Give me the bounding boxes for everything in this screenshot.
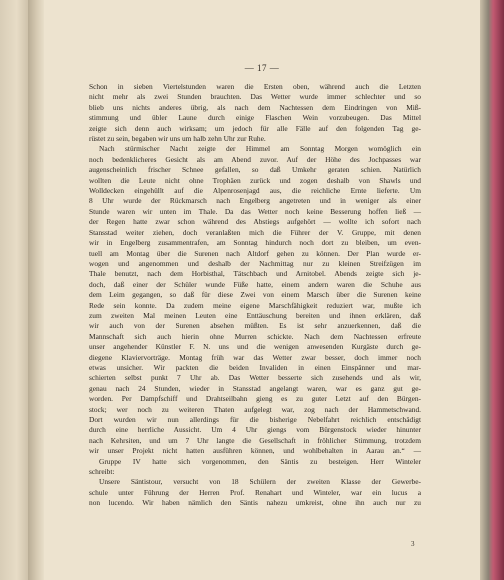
text-line: dem Leim gegangen, so daß für diese Zwei von einem Marsch über die Surenen keine bbox=[89, 290, 421, 300]
text-line: zum zweiten Mal meinen Leuten eine Enttäuschung bereiten und ihnen erklären, daß bbox=[89, 310, 421, 320]
text-line: worden. Per Dampfschiff und Drahtseilbahn gieng es zu guter Letzt auf den Bürgen- bbox=[89, 394, 421, 404]
text-line: wir auch von der Surenen absehen müßten. Es ist sehr anzuerkennen, daß die bbox=[89, 321, 421, 331]
text-line: Unsere Säntistour, versucht von 18 Schülern der zweiten Klasse der Gewerbe- bbox=[99, 477, 421, 487]
body-text bbox=[89, 82, 421, 509]
text-line: Gruppe IV hatte sich vorgenommen, den Säntis zu besteigen. Herr Winteler bbox=[99, 456, 421, 466]
text-line: diegene Klaviervorträge. Montag früh war das Wetter zwar besser, doch immer noch bbox=[89, 352, 421, 362]
text-line: nicht mehr als zwei Stunden brauchten. Das Wetter wurde immer schlechter und so bbox=[89, 92, 421, 102]
text-line: Schon in sieben Viertelstunden waren die Ersten oben, während auch die Letzten bbox=[89, 82, 421, 91]
text-line: Mannschaft sich auch hierin ohne Murren schickte. Nach dem Nachtessen erfreute bbox=[89, 331, 421, 341]
text-line: stock; wer noch zu weiteren Thaten aufgelegt war, zog nach der Hammetschwand. bbox=[89, 404, 421, 414]
text-line: Nach stürmischer Nacht zeigte der Himmel am Sonntag Morgen womöglich ein bbox=[99, 144, 421, 154]
text-line: Rede sein konnte. Da zudem meine eigene Marschfähigkeit reduziert war, mußte ich bbox=[89, 300, 421, 310]
text-line: durch eine herrliche Aussicht. Um 4 Uhr giengs vom Bürgenstock wieder hinunter bbox=[89, 425, 421, 435]
text-line: schule unter Führung der Herren Prof. Renahart und Winteler, war ein lucus a bbox=[89, 487, 421, 497]
text-line: wir in Engelberg zusammentrafen, am Sonntag hindurch noch dort zu bleiben, um even- bbox=[89, 238, 421, 248]
text-line: unser angehender Künstler F. N. uns und die wenigen anwesenden Kurgäste durch ge- bbox=[89, 342, 421, 352]
text-line: Stansstad weiter ziehen, doch veranlaßten mich die Führer der V. Gruppe, mit denen bbox=[89, 227, 421, 237]
text-line: Wolldecken eingehüllt auf die Alpenrosenjagd aus, die reichliche Ernte lieferte. Um bbox=[89, 186, 421, 196]
text-line: stimmung und übler Laune durch einige Flaschen Wein vorzubeugen. Das Mittel bbox=[89, 113, 421, 123]
text-line: wir unser Projekt nicht hatten ausführen können, und wohlbehalten in Aarau an.“ — bbox=[89, 446, 421, 456]
text-line: 8 Uhr wurde der Rückmarsch nach Engelberg angetreten und in weniger als einer bbox=[89, 196, 421, 206]
text-line: doch, daß einer der Schüler wunde Füße hatte, einem andern waren die Schuhe aus bbox=[89, 279, 421, 289]
page-number: — 17 — bbox=[244, 63, 280, 73]
text-line: blieb uns nichts anderes übrig, als nach dem Nachtessen dem Eindringen von Miß- bbox=[89, 102, 421, 112]
text-line: schierten selbst punkt 7 Uhr ab. Das Wetter besserte sich zusehends und als wir, bbox=[89, 373, 421, 383]
text-line: nach Kehrsiten, und um 7 Uhr langte die Gesellschaft in fröhlicher Stimmung, trotzdem bbox=[89, 435, 421, 445]
text-line: Stunde waren wir unten im Thale. Da das Wetter noch keine Besserung hoffen ließ — bbox=[89, 206, 421, 216]
text-line: genau nach 24 Stunden, wieder in Stansstad angelangt waren, war es ganz gut ge- bbox=[89, 383, 421, 393]
text-line: der Regen hatte zwar schon während des Abstiegs aufgehört — wollte ich sofort nach bbox=[89, 217, 421, 227]
text-line: schreibt: bbox=[89, 467, 115, 477]
text-line: etwas unsicher. Wir packten die beiden Invaliden in einen Einspänner und mar- bbox=[89, 362, 421, 372]
text-line: non lucendo. Wir haben nämlich den Säntis nahezu umkreist, ohne ihn auch nur zu bbox=[89, 498, 421, 508]
text-line: tuell am Montag über die Surenen nach Altdorf gehen zu können. Der Plan wurde er- bbox=[89, 248, 421, 258]
text-line: rüstet zu sein, begaben wir uns um halb zehn Uhr zur Ruhe. bbox=[89, 134, 266, 144]
text-line: wogen und angenommen und deshalb der Nachmittag nur zu kleinen Streifzügen im bbox=[89, 258, 421, 268]
book-page bbox=[44, 0, 480, 580]
text-line: wollten die Leute nicht ohne Trophäen zurück und zogen deshalb von Shawls und bbox=[89, 175, 421, 185]
text-line: Dort wurden wir nun allerdings für die bisherige Nebelfahrt reichlich entschädigt bbox=[89, 415, 421, 424]
left-page-edge bbox=[0, 0, 28, 580]
page-edge bbox=[480, 0, 504, 580]
text-line: noch bedenklicheres Gesicht als am Abend zuvor. Auf der Höhe des Jochpasses war bbox=[89, 154, 421, 164]
book-gutter bbox=[28, 0, 44, 580]
text-line: zeigte sich denn auch wirksam; um jedoch für alle Fälle auf den folgenden Tag ge- bbox=[89, 123, 421, 133]
text-line: Thale benutzt, nach dem Horbisthal, Tätschbach und Arnitobel. Abends zeigte sich je- bbox=[89, 269, 421, 279]
signature-mark: 3 bbox=[411, 540, 415, 548]
text-line: augenscheinlich frischer Schnee gefallen, so daß Umkehr geraten schien. Natürlich bbox=[89, 165, 421, 175]
